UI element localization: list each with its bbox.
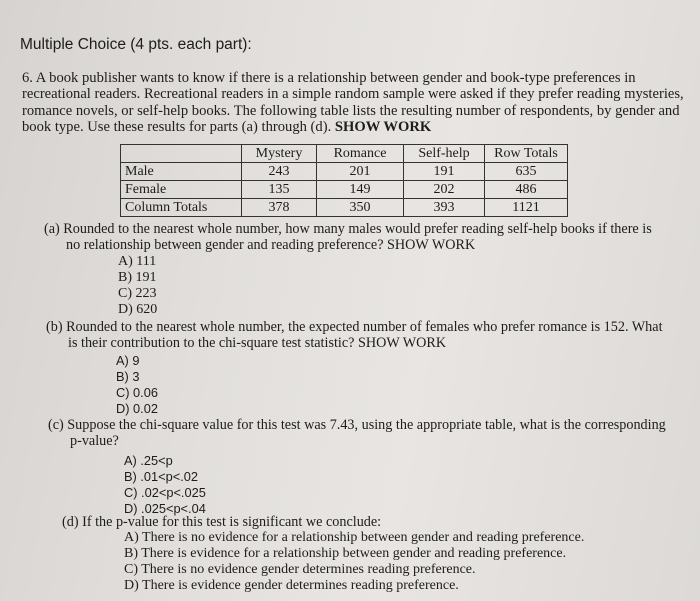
table-header-cell: Self-help [404,145,485,163]
part-d-option: A) There is no evidence for a relationship between gender and reading preference. [124,530,585,545]
table-header-row [121,145,568,163]
part-c-option: A) .25<p [124,453,173,468]
table-cell: 393 [404,199,485,217]
part-b-option: C) 0.06 [116,385,158,400]
part-d-option: C) There is no evidence gender determines reading preference. [124,562,476,577]
row-label: Male [121,163,242,181]
part-d-option: B) There is evidence for a relationship between gender and reading preference. [124,546,567,561]
table-cell: 243 [242,163,317,181]
part-a-option: A) 111 [118,254,157,269]
question-body: 6. A book publisher wants to know if there is a relationship between gender and book-type preferences in recreational readers. Recreational readers in a simple random sample were asked if they prefer reading mysteries, romance novels, or self-help books. The following table lists the resulting number of respondents, by gender and book type. Use these results for parts (a) through (d). [22,70,684,136]
table-cell: 201 [317,163,404,181]
table-cell: 149 [317,181,404,199]
part-b-question-cont: is their contribution to the chi-square test statistic? SHOW WORK [68,335,447,351]
part-a-question: (a) Rounded to the nearest whole number, how many males would prefer reading self-help books if there is [44,221,652,237]
table-header-cell: Mystery [242,145,317,163]
part-c-question: (c) Suppose the chi-square value for this test was 7.43, using the appropriate table, what is the corresponding [48,417,666,433]
part-a-question-cont: no relationship between gender and reading preference? SHOW WORK [66,237,476,253]
contingency-table [120,144,568,217]
part-b-option: A) 9 [116,353,140,368]
table-cell: 191 [404,163,485,181]
table-cell: 486 [485,181,568,199]
section-heading: Multiple Choice (4 pts. each part): [20,36,252,53]
part-d-option: D) There is evidence gender determines reading preference. [124,578,459,593]
row-label: Female [121,181,242,199]
part-c-option: C) .02<p<.025 [124,485,206,500]
question-6-text [22,70,687,136]
table-cell: 378 [242,199,317,217]
part-c-option: B) .01<p<.02 [124,469,198,484]
question-emphasis: SHOW WORK [334,119,432,136]
table-cell: 350 [317,199,404,217]
table-row [121,181,568,199]
part-a-option: B) 191 [118,270,157,285]
part-b-option: B) 3 [116,369,140,384]
row-label: Column Totals [121,199,242,217]
part-d-question: (d) If the p-value for this test is significant we conclude: [62,514,382,530]
part-b-option: D) 0.02 [116,401,158,416]
table-header-cell [121,145,242,163]
table-header-cell: Romance [317,145,404,163]
table-row [121,199,568,217]
table-cell: 202 [404,181,485,199]
table-header-cell: Row Totals [485,145,568,163]
table-cell: 1121 [485,199,568,217]
table-cell: 135 [242,181,317,199]
part-a-option: C) 223 [118,286,157,301]
table-row [121,163,568,181]
part-b-question: (b) Rounded to the nearest whole number, the expected number of females who prefer romance is 152. What [46,319,663,335]
part-a-option: D) 620 [118,302,158,317]
part-c-question-cont: p-value? [70,433,119,449]
table-cell: 635 [485,163,568,181]
part-c-option: D) .025<p<.04 [124,501,206,516]
